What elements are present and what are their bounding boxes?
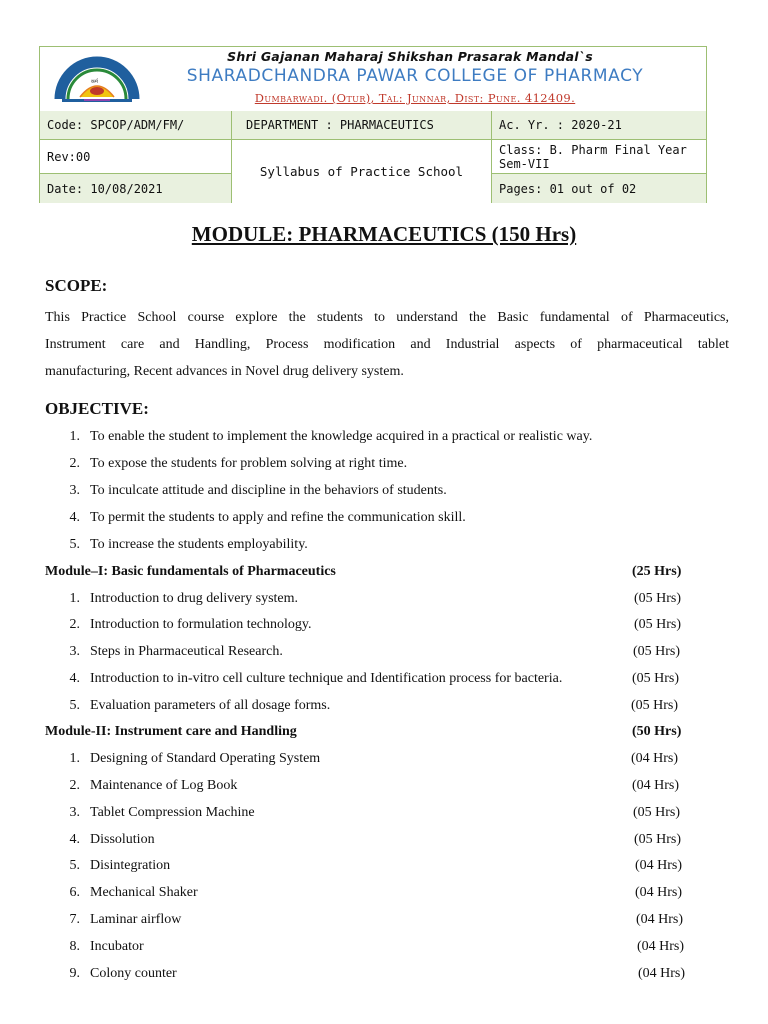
item-number: 5. [69,858,80,873]
scope-line-3: manufacturing, Recent advances in Novel drug delivery system. [45,364,404,379]
item-text: To increase the students employability. [90,537,308,552]
item-text: Introduction to formulation technology. [90,617,312,632]
item-number: 3. [69,483,80,498]
item-text: Designing of Standard Operating System [90,751,321,766]
scope-line-2: Instrument care and Handling, Process modification and Industrial aspects of pharmaceutical tablet [45,337,729,352]
item-hours: (04 Hrs) [635,885,683,900]
item-text: Laminar airflow [90,912,182,927]
item-text: To enable the student to implement the knowledge acquired in a practical or realistic way. [90,429,593,444]
college-name: SHARADCHANDRA PAWAR COLLEGE OF PHARMACY [186,66,644,86]
item-text: Dissolution [90,832,155,847]
list-item [0,510,768,530]
page-count: Pages: 01 out of 02 [499,181,637,196]
item-text: Colony counter [90,966,177,981]
item-hours: (04 Hrs) [636,912,684,927]
item-text: To expose the students for problem solving at right time. [90,456,408,471]
item-text: Evaluation parameters of all dosage forms. [90,698,331,713]
header-banner [40,47,706,112]
item-number: 1. [69,591,80,606]
item-text: Disintegration [90,858,171,873]
item-text: Tablet Compression Machine [90,805,255,820]
list-item [0,885,768,905]
list-item [0,483,768,503]
item-hours: (04 Hrs) [632,778,680,793]
item-number: 2. [69,456,80,471]
item-text: Mechanical Shaker [90,885,198,900]
item-number: 4. [69,832,80,847]
list-item [0,429,768,449]
module-2-hours: (50 Hrs) [632,724,682,739]
list-item [0,939,768,959]
item-hours: (05 Hrs) [634,591,682,606]
list-item [0,805,768,825]
department: DEPARTMENT : PHARMACEUTICS [232,111,492,139]
item-number: 2. [69,617,80,632]
item-number: 3. [69,644,80,659]
item-text: Incubator [90,939,144,954]
item-text: Introduction to in-vitro cell culture technique and Identification process for bacteria. [90,671,563,686]
list-item [0,778,768,798]
item-hours: (04 Hrs) [631,751,679,766]
item-hours: (05 Hrs) [634,832,682,847]
list-item [0,537,768,557]
module-1-hours: (25 Hrs) [632,564,682,579]
list-item [0,644,768,664]
class-line-1: Class: B. Pharm Final Year [499,142,687,157]
scope-paragraph [45,304,729,385]
list-item [0,751,768,771]
scope-heading: SCOPE: [45,276,108,295]
item-text: Steps in Pharmaceutical Research. [90,644,283,659]
item-number: 4. [69,510,80,525]
list-item [0,912,768,932]
item-hours: (05 Hrs) [631,698,679,713]
item-number: 5. [69,537,80,552]
list-item [0,858,768,878]
list-item [0,671,768,691]
list-item [0,591,768,611]
item-number: 2. [69,778,80,793]
class-line-2: Sem-VII [499,156,550,171]
list-item [0,456,768,476]
doc-code: Code: SPCOP/ADM/FM/ [40,111,232,139]
item-number: 1. [69,751,80,766]
item-hours: (04 Hrs) [635,858,683,873]
item-number: 9. [69,966,80,981]
list-item [0,617,768,637]
item-number: 8. [69,939,80,954]
item-number: 6. [69,885,80,900]
revision: Rev:00 [47,149,91,164]
item-number: 1. [69,429,80,444]
module-1-title: Module–I: Basic fundamentals of Pharmaceutics [45,564,336,579]
item-number: 4. [69,671,80,686]
scope-line-1: This Practice School course explore the students to understand the Basic fundamental of Pharmaceutics, [45,310,729,325]
item-hours: (05 Hrs) [632,671,680,686]
item-text: To permit the students to apply and refine the communication skill. [90,510,466,525]
document-title-cell: Syllabus of Practice School [231,140,492,203]
item-hours: (04 Hrs) [637,939,685,954]
trust-name: Shri Gajanan Maharaj Shikshan Prasarak Mandal`s [227,49,593,64]
list-item [0,966,768,986]
item-text: Maintenance of Log Book [90,778,238,793]
item-text: Introduction to drug delivery system. [90,591,299,606]
list-item [0,698,768,718]
module-2-title: Module-II: Instrument care and Handling [45,724,297,739]
item-hours: (04 Hrs) [638,966,686,981]
page-title: MODULE: PHARMACEUTICS (150 Hrs) [191,222,577,246]
item-hours: (05 Hrs) [633,644,681,659]
svg-text:कर्म: कर्म [91,79,98,85]
college-logo-icon [54,53,140,105]
list-item [0,832,768,852]
objective-heading: OBJECTIVE: [45,399,149,418]
document-header [39,46,707,203]
item-text: To inculcate attitude and discipline in the behaviors of students. [90,483,447,498]
item-number: 5. [69,698,80,713]
header-row-code [40,111,706,140]
item-number: 3. [69,805,80,820]
issue-date: Date: 10/08/2021 [47,181,163,196]
item-hours: (05 Hrs) [634,617,682,632]
item-number: 7. [69,912,80,927]
item-hours: (05 Hrs) [633,805,681,820]
academic-year: Ac. Yr. : 2020-21 [499,118,622,132]
college-address: Dumbarwadi. (Otur), Tal: Junnar, Dist: Pune. 412409. [254,91,576,105]
class-info [492,140,706,173]
